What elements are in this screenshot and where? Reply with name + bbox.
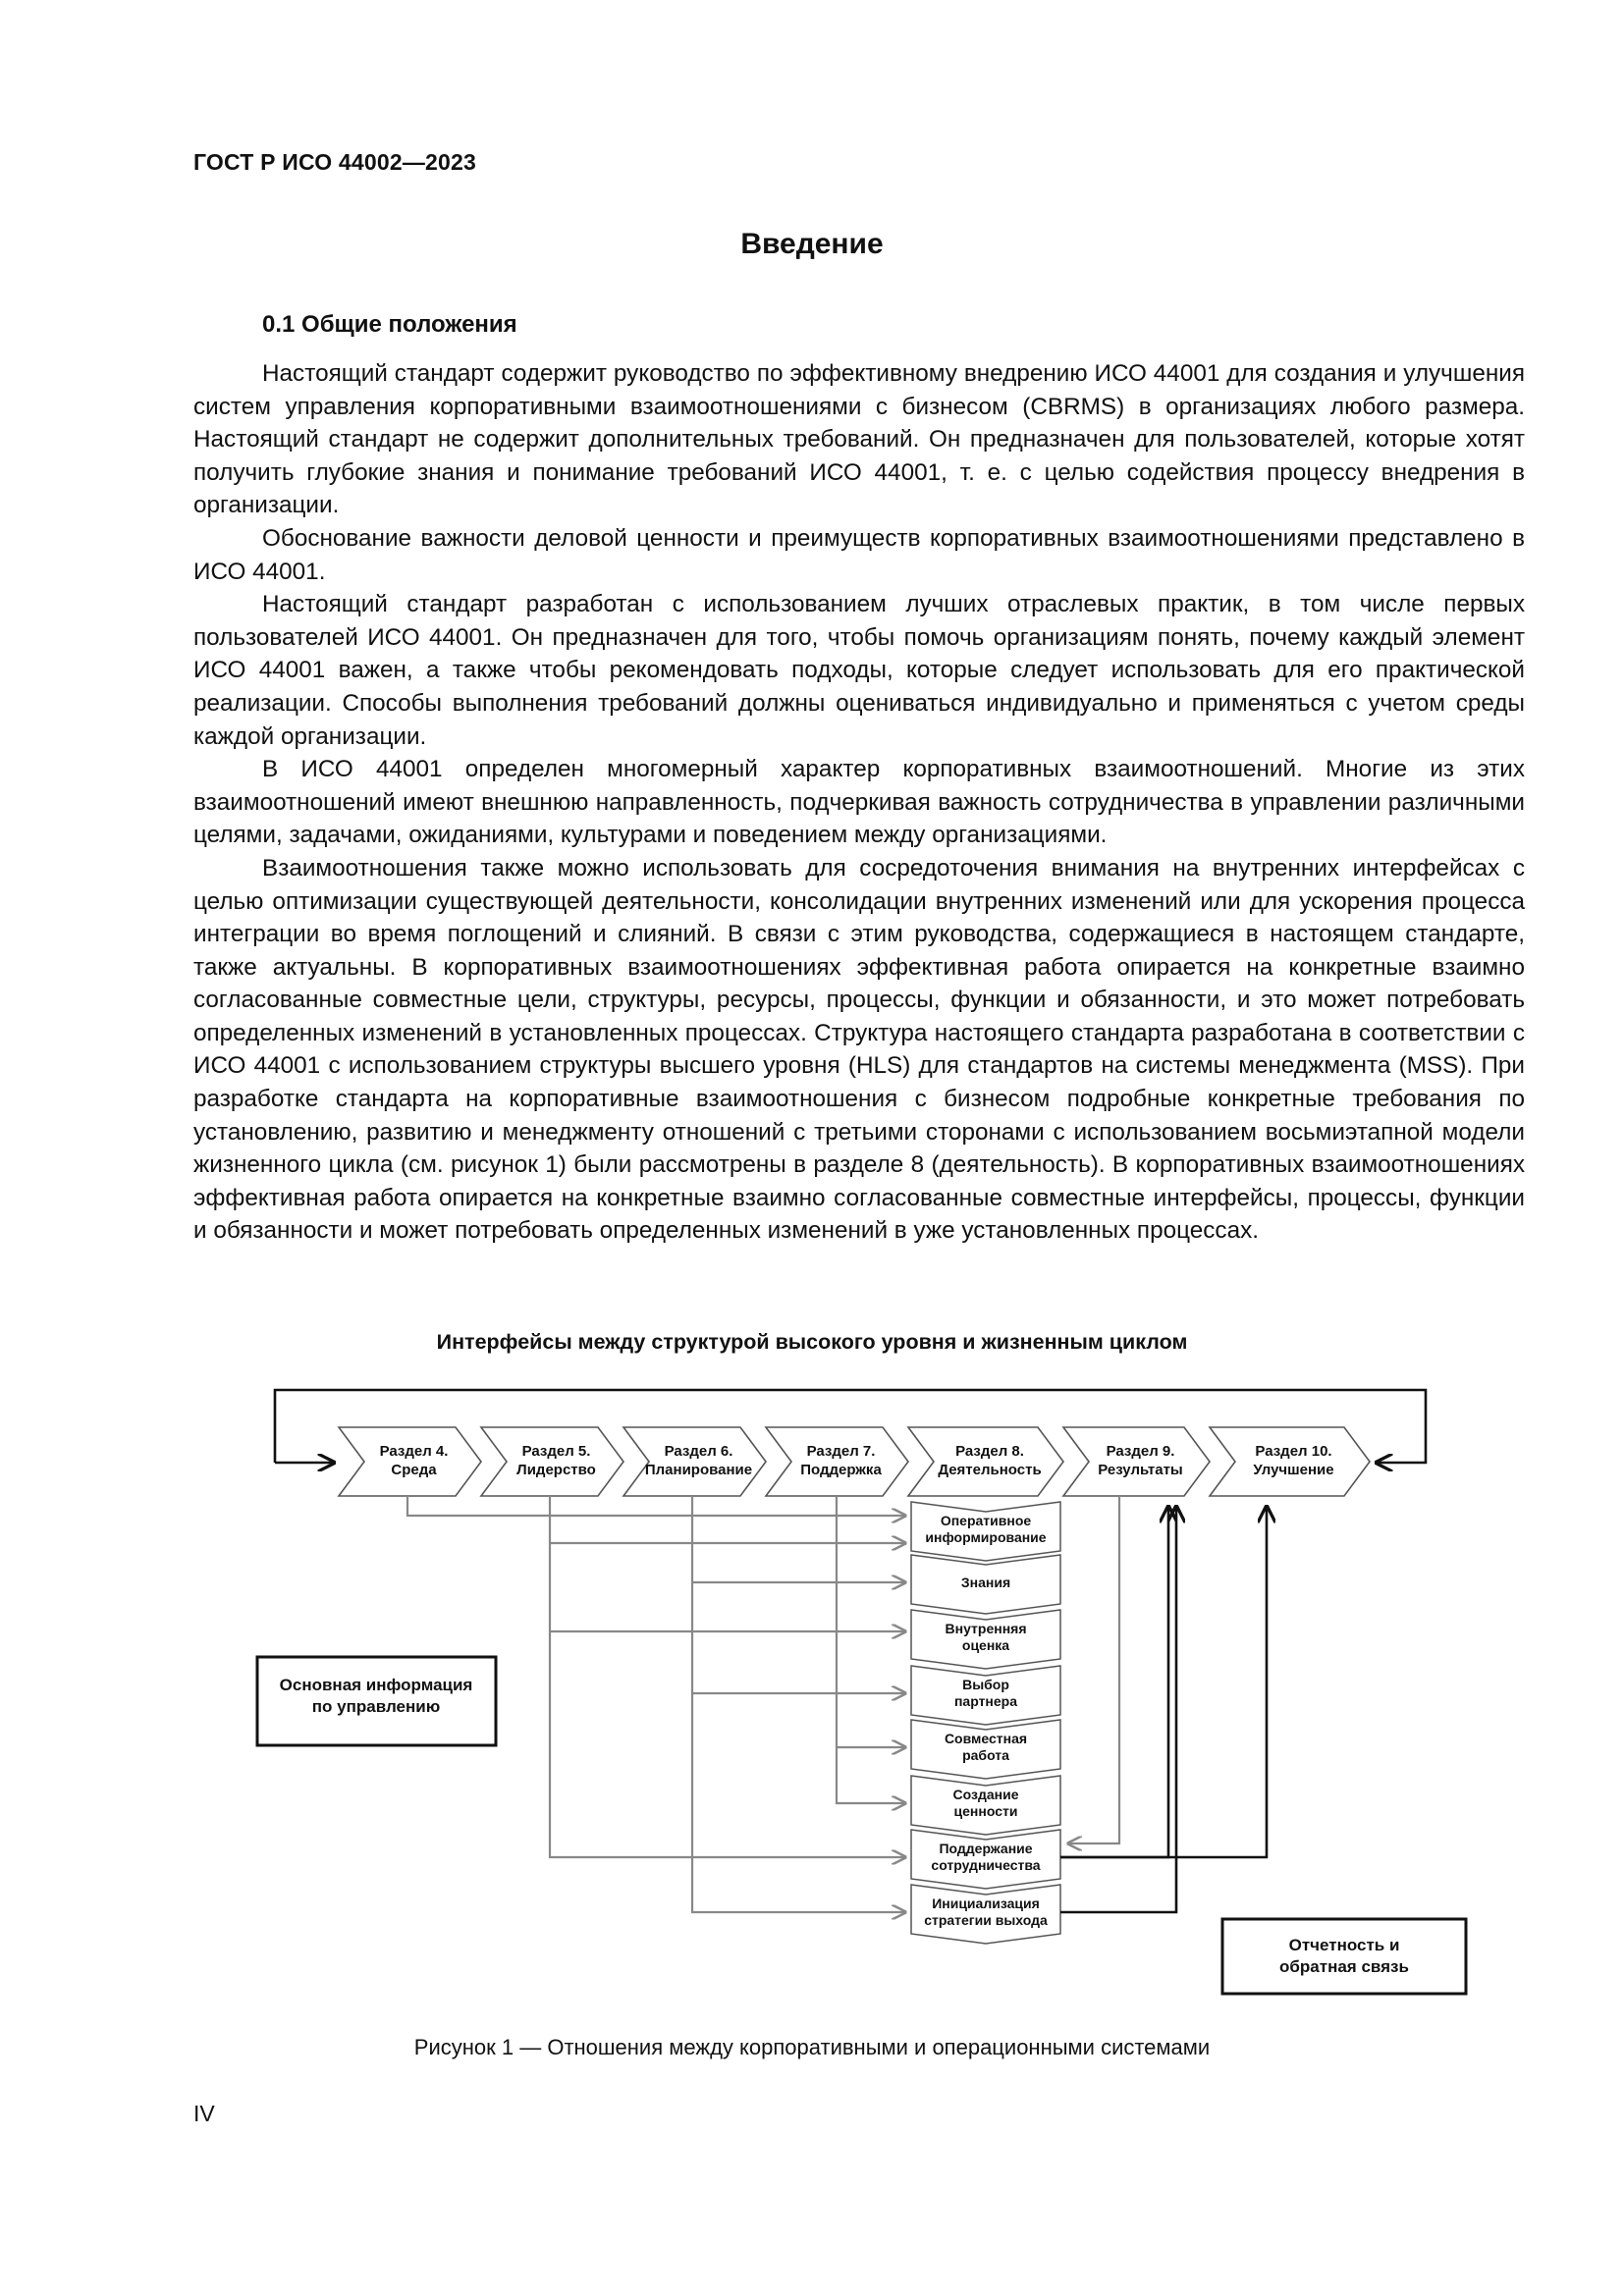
stage-label-line1: Внутренняя	[945, 1621, 1027, 1636]
stage-label-line2: работа	[962, 1747, 1009, 1763]
stage-label-line1: Выбор	[962, 1677, 1009, 1692]
section-heading: 0.1 Общие положения	[262, 311, 517, 338]
section-number: Раздел 5.	[521, 1443, 591, 1460]
section-name: Результаты	[1098, 1462, 1183, 1478]
stage-label-line2: сотрудничества	[931, 1857, 1041, 1873]
figure-diagram	[0, 1315, 1624, 2042]
lifecycle-diagram	[0, 1315, 1624, 2042]
stage-label-line2: информирование	[925, 1529, 1047, 1545]
section-name: Лидерство	[516, 1462, 596, 1478]
page-title: Введение	[740, 228, 884, 260]
document-code: ГОСТ Р ИСО 44002—2023	[193, 149, 477, 175]
stage-label-line2: партнера	[953, 1693, 1018, 1709]
body-text	[193, 357, 1525, 1248]
reporting-line1: Отчетность и	[1288, 1936, 1400, 1954]
section-number: Раздел 8.	[955, 1443, 1024, 1460]
paragraph: Настоящий стандарт содержит руководство по эффективному внедрению ИСО 44001 для создания и улучшения систем управления корпоративными взаимоотношениями с бизнесом (CBRMS) в организациях любого размера. Настоящий стандарт не содержит дополнительных требований. Он предназначен для пользователей, которые хотят получить глубокие знания и понимание требований ИСО 44001, т. е. с целью содействия процессу внедрения в организации.	[193, 360, 1525, 519]
connector-section6	[692, 1496, 905, 1912]
section-number: Раздел 7.	[806, 1443, 876, 1460]
reporting-line2: обратная связь	[1279, 1957, 1409, 1976]
feedback-to-improvement	[1060, 1507, 1267, 1857]
section-number: Раздел 10.	[1255, 1443, 1332, 1460]
reporting-box	[1222, 1919, 1466, 1994]
stage-label-line2: оценка	[961, 1637, 1010, 1653]
paragraph: Настоящий стандарт разработан с использованием лучших отраслевых практик, в том числе первых пользователей ИСО 44001. Он предназначен для того, чтобы помочь организациям понять, почему каждый элемент ИСО 44001 важен, а также чтобы рекомендовать подходы, которые следует использовать для его практической реализации. Способы выполнения требований должны оцениваться индивидуально и применяться с учетом среды каждой организации.	[193, 591, 1525, 750]
paragraph: Взаимоотношения также можно использовать для сосредоточения внимания на внутренних интерфейсах с целью оптимизации существующей деятельности, консолидации внутренних изменений или для ускорения процесса интеграции во время поглощений и слияний. В связи с этим руководства, содержащиеся в настоящем стандарте, также актуальны. В корпоративных взаимоотношениях эффективная работа опирается на конкретные взаимно согласованные совместные цели, структуры, ресурсы, процессы, функции и обязанности, и это может потребовать определенных изменений в установленных процессах. Структура настоящего стандарта разработана в соответствии с ИСО 44001 с использованием структуры высшего уровня (HLS) для стандартов на системы менеджмента (MSS). При разработке стандарта на корпоративные взаимоотношения с бизнесом подробные конкретные требования по установлению, развитию и менеджменту отношений с третьими сторонами с использованием восьмиэтапной модели жизненного цикла (см. рисунок 1) были рассмотрены в разделе 8 (деятельность). В корпоративных взаимоотношениях эффективная работа опирается на конкретные взаимно согласованные совместные интерфейсы, процессы, функции и обязанности и может потребовать определенных изменений в уже установленных процессах.	[193, 854, 1525, 1245]
section-number: Раздел 9.	[1106, 1443, 1175, 1460]
paragraph: Обоснование важности деловой ценности и преимуществ корпоративных взаимоотношениями представлено в ИСО 44001.	[193, 524, 1525, 585]
section-name: Улучшение	[1253, 1462, 1334, 1478]
stage-label-line1: Совместная	[944, 1731, 1028, 1746]
section-name: Поддержка	[800, 1462, 882, 1478]
stage-label-line1: Оперативное	[940, 1513, 1032, 1528]
figure-caption: Рисунок 1 — Отношения между корпоративными и операционными системами	[413, 2035, 1211, 2059]
stage-label-line2: Знания	[960, 1575, 1011, 1590]
section-name: Деятельность	[938, 1462, 1042, 1478]
stage-label-line1: Создание	[952, 1787, 1019, 1802]
management-info-line1: Основная информация	[279, 1676, 473, 1694]
section-number: Раздел 4.	[379, 1443, 449, 1460]
feedback-to-results	[1060, 1507, 1168, 1857]
section-number: Раздел 6.	[664, 1443, 733, 1460]
stage-label-line1: Инициализация	[932, 1896, 1040, 1911]
section-name: Среда	[391, 1462, 437, 1478]
figure-title: Интерфейсы между структурой высокого уровня и жизненным циклом	[436, 1330, 1188, 1354]
management-info-line2: по управлению	[311, 1697, 441, 1716]
page-number: IV	[193, 2101, 215, 2126]
stage-label-line1: Поддержание	[939, 1841, 1033, 1856]
paragraph: В ИСО 44001 определен многомерный характер корпоративных взаимоотношений. Многие из этих взаимоотношений имеют внешнюю направленность, подчеркивая важность сотрудничества в управлении различными целями, задачами, ожиданиями, культурами и поведением между организациями.	[193, 756, 1525, 849]
section-name: Планирование	[644, 1462, 753, 1478]
connector-section4	[407, 1496, 905, 1516]
results-to-collaboration	[1068, 1496, 1119, 1843]
stage-label-line2: ценности	[953, 1803, 1018, 1819]
stage-label-line2: стратегии выхода	[924, 1912, 1048, 1928]
